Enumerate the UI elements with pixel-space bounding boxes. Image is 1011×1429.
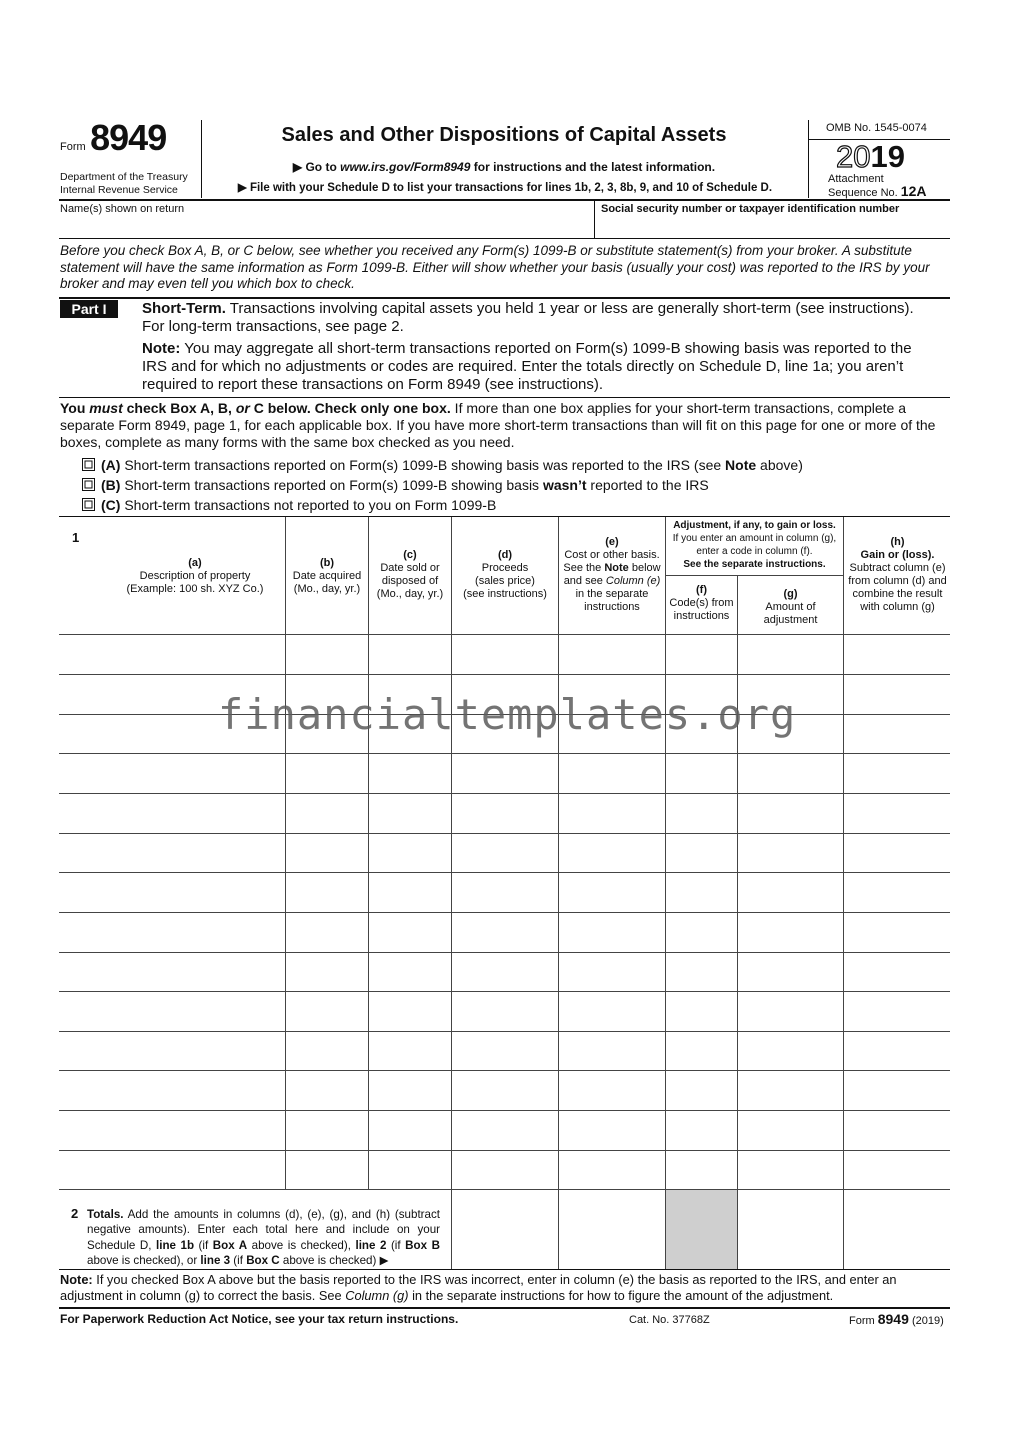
names-label: Name(s) shown on return xyxy=(60,203,185,215)
footer-form-id: Form 8949 (2019) xyxy=(849,1311,944,1327)
totals-shaded-cell xyxy=(666,1190,737,1269)
table-row[interactable] xyxy=(59,953,950,991)
form-label: Form 8949 xyxy=(60,117,167,158)
names-field[interactable] xyxy=(59,200,593,238)
table-row[interactable] xyxy=(59,794,950,833)
total-gain-field[interactable] xyxy=(844,1190,950,1269)
table-row[interactable] xyxy=(59,754,950,793)
table-row[interactable] xyxy=(59,873,950,912)
watermark-text: financialtemplates.org xyxy=(218,690,797,739)
col-f-header: (f) Code(s) from instructions xyxy=(669,584,734,622)
box-c-checkbox[interactable] xyxy=(82,498,95,511)
intro-text: Before you check Box A, B, or C below, see whether you received any Form(s) 1099-B or substitute statement(s) from your broker. A substitute statement will have the same information as Form 1099-B. Either will show whether your basis (usually your cost) was reported to the IRS by your broker and may even tell you which box to check. xyxy=(60,243,930,291)
file-instructions: ▶ File with your Schedule D to list your transactions for lines 1b, 2, 3, 8b, 9, and 10 of Schedule D. xyxy=(237,182,773,194)
ssn-label: Social security number or taxpayer identification number xyxy=(601,203,900,215)
ssn-field[interactable] xyxy=(595,200,950,238)
part1-badge: Part I xyxy=(60,300,118,318)
table-row[interactable] xyxy=(59,1071,950,1110)
col-g-header: (g) Amount of adjustment xyxy=(763,588,818,626)
paperwork-notice: For Paperwork Reduction Act Notice, see your tax return instructions. xyxy=(60,1312,459,1326)
must-check-instructions: You must check Box A, B, or C below. Check only one box. If more than one box applies for your short-term transactions, complete a separate Form 8949, page 1, for each applicable box. If you have more short-term transactions than will fit on this page for one or more of the boxes, complete as many forms with the same box checked as you need. xyxy=(60,400,936,450)
total-adjustment-field[interactable] xyxy=(738,1190,843,1269)
part1-note: Note: You may aggregate all short-term transactions reported on Form(s) 1099-B showing basis was reported to the IRS and for which no adjustments or codes are required. Enter the totals directly on Schedule D, line 1a; you aren’t required to report these transactions on Form 8949 (see instructions). xyxy=(142,340,912,393)
col-a-header: (a) Description of property (Example: 100 sh. XYZ Co.) xyxy=(126,557,264,595)
line-1-number: 1 xyxy=(72,530,80,545)
omb-number: OMB No. 1545-0074 xyxy=(826,122,927,134)
totals-instructions: Totals. Add the amounts in columns (d), (e), (g), and (h) (subtract negative amounts). Enter each total here and include on your Schedule D, line 1b (if Box A above is checked), line 2 (if Box B above is checked), or line 3 (if Box C above is checked) ▶ xyxy=(87,1208,440,1267)
goto-instructions: ▶ Go to www.irs.gov/Form8949 for instructions and the latest information. xyxy=(292,160,716,174)
catalog-number: Cat. No. 37768Z xyxy=(629,1314,710,1326)
col-h-header: (h) Gain or (loss). Subtract column (e) from column (d) and combine the result with column (g) xyxy=(848,536,947,613)
box-a-row[interactable]: (A) Short-term transactions reported on Form(s) 1099-B showing basis was reported to the IRS (see Note above) xyxy=(82,457,803,473)
total-cost-field[interactable] xyxy=(559,1190,665,1269)
table-row[interactable] xyxy=(59,1032,950,1070)
department-label: Department of the Treasury Internal Revenue Service xyxy=(60,171,188,196)
table-row[interactable] xyxy=(59,992,950,1031)
form-number: 8949 xyxy=(90,117,167,158)
adjustment-header: Adjustment, if any, to gain or loss. If you enter an amount in column (g), enter a code in column (f). See the separate instructions. xyxy=(672,520,837,570)
table-row[interactable] xyxy=(59,834,950,872)
table-row[interactable] xyxy=(59,1151,950,1189)
box-b-row[interactable]: (B) Short-term transactions reported on Form(s) 1099-B showing basis wasn’t reported to the IRS xyxy=(82,477,709,493)
bottom-note: Note: If you checked Box A above but the basis reported to the IRS was incorrect, enter in column (e) the basis as reported to the IRS, and enter an adjustment in column (g) to correct the basis. See Column (g) in the separate instructions for how to figure the amount of the adjustment. xyxy=(60,1272,897,1303)
tax-year: 2019 xyxy=(836,139,905,174)
box-a-checkbox[interactable] xyxy=(82,458,95,471)
table-row[interactable] xyxy=(59,913,950,952)
col-e-header: (e) Cost or other basis. See the Note below and see Column (e) in the separate instructions xyxy=(563,536,661,613)
col-b-header: (b) Date acquired (Mo., day, yr.) xyxy=(292,557,362,595)
col-c-header: (c) Date sold or disposed of (Mo., day, yr.) xyxy=(376,549,444,600)
part1-heading: Short-Term. Transactions involving capital assets you held 1 year or less are generally short-term (see instructions). For long-term transactions, see page 2. xyxy=(142,300,914,335)
attachment-sequence: Attachment Sequence No. 12A xyxy=(828,173,927,199)
form-title: Sales and Other Dispositions of Capital Assets xyxy=(281,124,727,146)
total-proceeds-field[interactable] xyxy=(452,1190,558,1269)
box-c-row[interactable]: (C) Short-term transactions not reported to you on Form 1099-B xyxy=(82,497,496,513)
col-d-header: (d) Proceeds (sales price) (see instructions) xyxy=(463,549,547,600)
box-b-checkbox[interactable] xyxy=(82,478,95,491)
table-row[interactable] xyxy=(59,1111,950,1150)
line-2-number: 2 xyxy=(71,1206,79,1221)
table-row[interactable] xyxy=(59,635,950,674)
